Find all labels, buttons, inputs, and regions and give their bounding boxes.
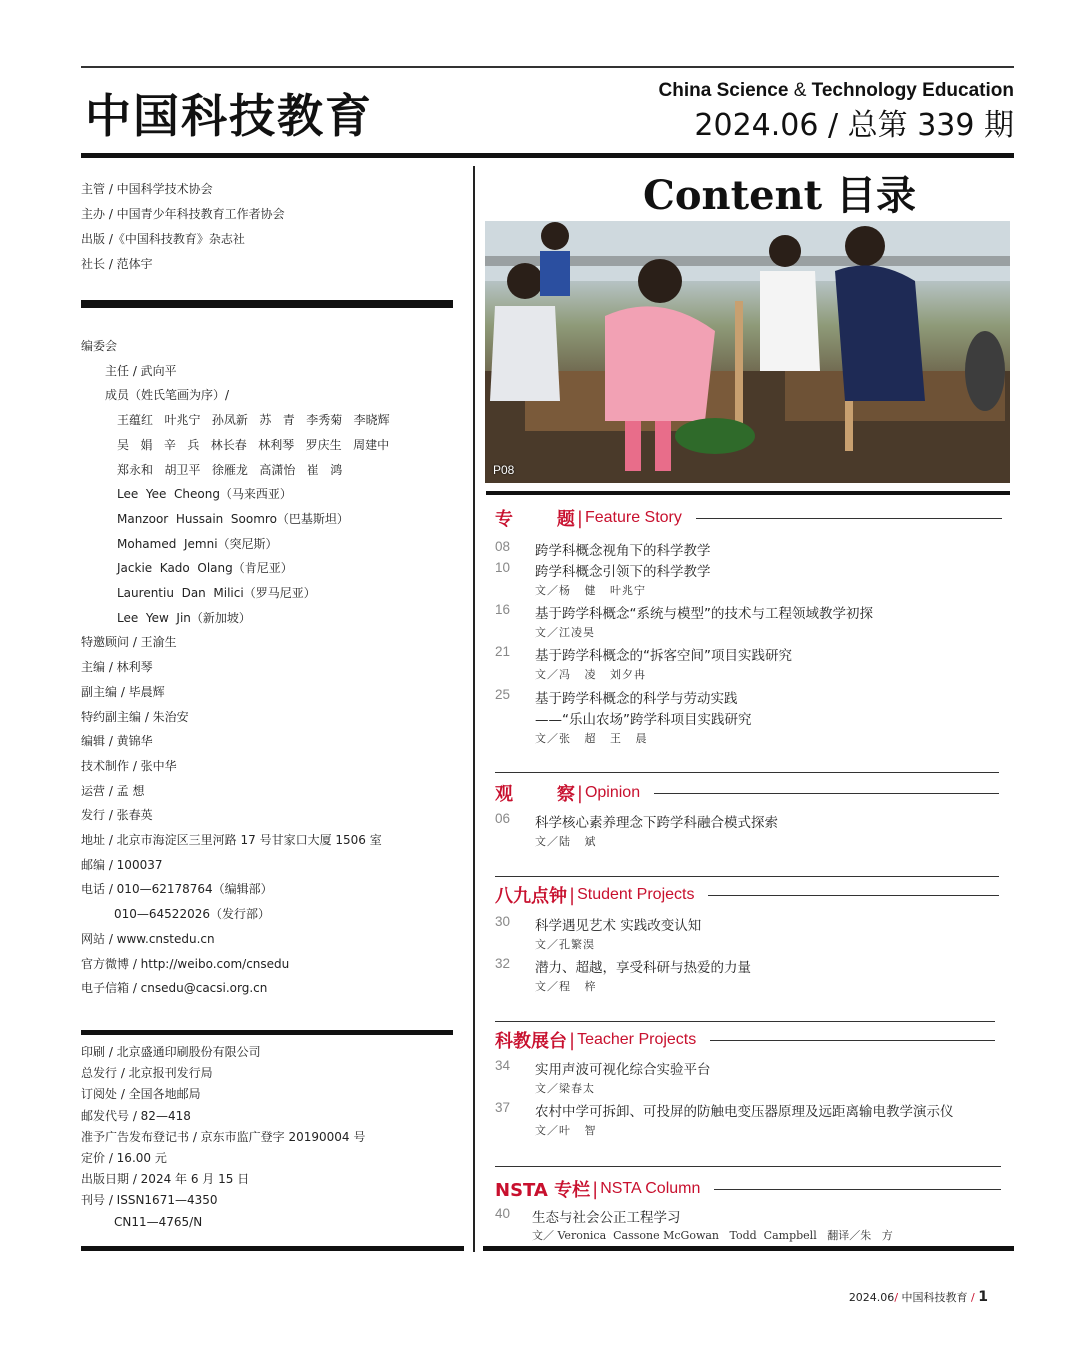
toc-entry-link[interactable]: 跨学科概念视角下的科学教学 [535, 543, 711, 559]
board-member-row: Manzoor Hussain Soomro（巴基斯坦） [117, 511, 349, 526]
section-separator: | [576, 782, 583, 804]
section-cn-title: NSTA 专栏 [495, 1180, 591, 1201]
sponsor-line: 主管 / 中国科学技术协会 [81, 182, 213, 196]
section-en-title: Teacher Projects [577, 1031, 697, 1048]
magazine-english-title: China Science & Technology Education [658, 80, 1014, 101]
staff-line: 主编 / 林利琴 [81, 660, 153, 675]
section-cn-title: 观 察 [495, 784, 575, 805]
sponsor-line: 出版 /《中国科技教育》杂志社 [81, 232, 245, 246]
section-rule [708, 895, 999, 896]
page-footer [849, 1289, 988, 1305]
entry-author: 文／程 梓 [535, 980, 597, 993]
top-rule [81, 66, 1014, 68]
board-member-row: Jackie Kado Olang（肯尼亚） [117, 561, 293, 576]
entry-author: 文／杨 健 叶兆宁 [535, 584, 646, 597]
section-rule [710, 1040, 995, 1041]
entry-page: 10 [495, 560, 511, 575]
publishing-line: 总发行 / 北京报刊发行局 [81, 1066, 213, 1081]
section-cn-title: 八九点钟 [495, 886, 567, 907]
entry-author: 文／梁春太 [535, 1082, 595, 1095]
section-top-rule [495, 1021, 995, 1022]
entry-author: 文／冯 凌 刘夕冉 [535, 668, 646, 681]
footer-magazine: 中国科技教育 [898, 1291, 972, 1304]
section-separator: | [569, 884, 576, 906]
section-top-rule [495, 1166, 1001, 1167]
board-member-row: 郑永和 胡卫平 徐雁龙 高潇怡 崔 鸿 [117, 462, 343, 477]
photo-page-label: P08 [493, 463, 515, 477]
photo-bottom-rule [486, 491, 1010, 495]
header-thick-rule [81, 153, 1014, 158]
section-en-title: NSTA Column [600, 1180, 701, 1197]
address-line: 地址 / 北京市海淀区三里河路 17 号甘家口大厦 1506 室 [81, 833, 382, 848]
board-member-row: 吴 娟 辛 兵 林长春 林利琴 罗庆生 周建中 [117, 437, 390, 452]
staff-line: 特约副主编 / 朱治安 [81, 709, 189, 724]
section-teacher-projects [495, 1027, 995, 1053]
board-member-row: 王蕴红 叶兆宁 孙凤新 苏 青 李秀菊 李晓辉 [117, 413, 390, 428]
staff-line: 运营 / 孟 想 [81, 783, 145, 798]
board-member-row: Laurentiu Dan Milici（罗马尼亚） [117, 586, 316, 601]
section-rule [654, 793, 999, 794]
publishing-line: 印刷 / 北京盛通印刷股份有限公司 [81, 1045, 261, 1059]
toc-entry-link[interactable]: 基于跨学科概念的科学与劳动实践 [535, 691, 738, 707]
entry-page: 37 [495, 1100, 511, 1115]
left-rule-1 [81, 300, 453, 308]
board-members-label: 成员（姓氏笔画为序）/ [105, 388, 230, 403]
section-en-title: Feature Story [584, 509, 682, 526]
entry-author: 文／孔繁淏 [535, 938, 595, 951]
staff-line: 副主编 / 毕晨辉 [81, 684, 165, 699]
photo-illustration [485, 221, 1010, 483]
publishing-line: 邮发代号 / 82—418 [81, 1108, 191, 1123]
column-divider [473, 166, 475, 1252]
editorial-board [81, 334, 390, 1001]
sponsor-line: 主办 / 中国青少年科技教育工作者协会 [81, 207, 285, 221]
entry-page: 08 [495, 539, 511, 554]
staff-line: 技术制作 / 张中华 [81, 758, 177, 773]
entry-page: 16 [495, 602, 511, 617]
weibo-link[interactable]: 官方微博 / http://weibo.com/cnsedu [81, 956, 290, 971]
contents-title: Content 目录 [643, 172, 917, 219]
toc-entry-link[interactable]: 生态与社会公正工程学习 [532, 1210, 681, 1226]
entry-page: 25 [495, 687, 511, 702]
publishing-line: 准予广告发布登记书 / 京东市监广登字 20190004 号 [81, 1129, 366, 1144]
toc-entry-link[interactable]: 实用声波可视化综合实验平台 [535, 1062, 711, 1078]
section-feature-story [495, 505, 1002, 531]
entry-author: 文／江凌昊 [535, 626, 595, 639]
entry-author: 文／叶 智 [535, 1124, 597, 1137]
entry-page: 34 [495, 1058, 511, 1073]
toc-entry-link[interactable]: 潜力、超越，享受科研与热爱的力量 [535, 960, 751, 976]
footer-slash: / [894, 1291, 899, 1304]
toc-entry-link[interactable]: 跨学科概念引领下的科学教学 [535, 564, 711, 580]
section-separator: | [592, 1178, 599, 1200]
issue-number: 2024.06 / 总第 339 期 [694, 108, 1014, 143]
section-rule [696, 518, 1002, 519]
board-label: 编委会 [81, 339, 118, 353]
section-separator: | [576, 507, 583, 529]
toc-entry-subtitle[interactable]: ——“乐山农场”跨学科项目实践研究 [535, 712, 752, 728]
publishing-line: 定价 / 16.00 元 [81, 1151, 167, 1166]
staff-line: 发行 / 张春英 [81, 808, 153, 823]
website-link[interactable]: 网站 / www.cnstedu.cn [81, 931, 215, 946]
publishing-line: 刊号 / ISSN1671—4350 [81, 1193, 218, 1208]
page-number: 1 [978, 1289, 988, 1305]
section-cn-title: 专 题 [495, 509, 575, 530]
footer-slash: / [971, 1291, 975, 1304]
section-en-title: Opinion [584, 784, 641, 801]
publishing-line: 订阅处 / 全国各地邮局 [81, 1087, 201, 1102]
left-rule-2 [81, 1030, 453, 1035]
toc-entry-link[interactable]: 农村中学可拆卸、可投屏的防触电变压器原理及远距离输电教学演示仪 [535, 1104, 954, 1120]
section-en-title: Student Projects [577, 886, 695, 903]
publishing-line: 出版日期 / 2024 年 6 月 15 日 [81, 1172, 250, 1187]
postcode-line: 邮编 / 100037 [81, 857, 163, 872]
section-nsta-column [495, 1176, 1001, 1202]
entry-page: 06 [495, 811, 511, 826]
section-rule [714, 1189, 1001, 1190]
board-member-row: Lee Yee Cheong（马来西亚） [117, 487, 292, 502]
toc-entry-link[interactable]: 科学遇见艺术 实践改变认知 [535, 918, 702, 934]
toc-entry-link[interactable]: 基于跨学科概念的“拆客空间”项目实践研究 [535, 648, 792, 664]
board-chair: 主任 / 武向平 [105, 363, 177, 378]
entry-page: 21 [495, 644, 511, 659]
section-cn-title: 科教展台 [495, 1031, 567, 1052]
entry-page: 30 [495, 914, 511, 929]
section-opinion [495, 780, 999, 806]
staff-line: 特邀顾问 / 王渝生 [81, 635, 177, 650]
cn-number: CN11—4765/N [114, 1214, 203, 1229]
staff-line: 编辑 / 黄锦华 [81, 734, 153, 749]
phone-line: 电话 / 010—62178764（编辑部） [81, 882, 273, 897]
board-member-row: Mohamed Jemni（突尼斯） [117, 536, 278, 551]
sponsor-line: 社长 / 范体宇 [81, 257, 153, 271]
section-top-rule [495, 772, 999, 773]
phone-line-2: 010—64522026（发行部） [114, 907, 270, 922]
sponsor-info [81, 177, 285, 277]
entry-author: 文／ Veronica Cassone McGowan Todd Campbell 翻译／朱 方 [532, 1229, 893, 1242]
magazine-title: 中国科技教育 [85, 89, 373, 143]
footer-date: 2024.06 [848, 1291, 895, 1304]
section-student-projects [495, 882, 999, 908]
entry-author: 文／陆 斌 [535, 835, 597, 848]
section-separator: | [569, 1029, 576, 1051]
publishing-info [81, 1042, 365, 1233]
entry-page: 40 [495, 1206, 511, 1221]
right-bottom-rule [483, 1246, 1014, 1251]
entry-author: 文／张 超 王 晨 [535, 732, 648, 745]
email-link[interactable]: 电子信箱 / cnsedu@cacsi.org.cn [81, 981, 268, 996]
toc-entry-link[interactable]: 科学核心素养理念下跨学科融合模式探索 [535, 815, 778, 831]
board-member-row: Lee Yew Jin（新加坡） [117, 610, 251, 625]
entry-page: 32 [495, 956, 511, 971]
left-bottom-rule [81, 1246, 464, 1251]
cover-photo [485, 221, 1010, 483]
toc-entry-link[interactable]: 基于跨学科概念“系统与模型”的技术与工程领域教学初探 [535, 606, 873, 622]
section-top-rule [495, 876, 999, 877]
